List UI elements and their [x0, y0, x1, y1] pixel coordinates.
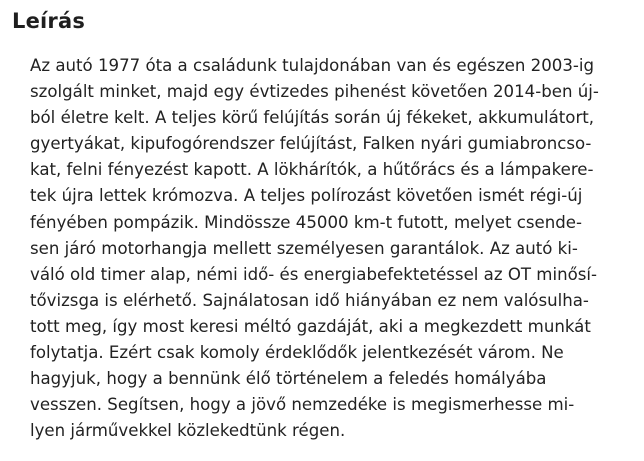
description-line: tővizsga is elérhető. Sajnálatosan idő hiányában ez nem valósulha-	[30, 290, 589, 310]
description-line: kat, felni fényezést kapott. A lökhárítók, a hűtőrács és a lámpakere-	[30, 160, 594, 180]
description-line: Az autó 1977 óta a családunk tulajdonában van és egészen 2003-ig	[30, 56, 595, 75]
description-line: fényében pompázik. Mindössze 45000 km-t futott, melyet csende-	[30, 212, 582, 232]
description-line: váló old timer alap, némi idő- és energiabefektetéssel az OT minősí-	[30, 264, 597, 284]
description-line: sen járó motorhangja mellett személyesen garantálok. Az autó ki-	[30, 238, 578, 258]
description-line: tek újra lettek krómozva. A teljes polírozást követően ismét régi-új	[30, 186, 583, 206]
description-text	[30, 53, 630, 444]
description-line: tott meg, így most keresi méltó gazdáját, aki a megkezdett munkát	[30, 316, 591, 336]
description-line: hagyjuk, hogy a bennünk élő történelem a feledés homályába	[30, 369, 547, 389]
description-line: vesszen. Segítsen, hogy a jövő nemzedéke is megismerhesse mi-	[30, 395, 575, 415]
description-line: szolgált minket, majd egy évtizedes pihenést követően 2014-ben új-	[30, 82, 599, 102]
description-line: lyen járművekkel közlekedtünk régen.	[30, 421, 346, 441]
section-title: Leírás	[12, 9, 86, 33]
description-line: gyertyákat, kipufogórendszer felújítást, Falken nyári gumiabroncso-	[30, 134, 592, 154]
description-line: folytatja. Ezért csak komoly érdeklődők jelentkezését várom. Ne	[30, 343, 564, 363]
description-line: ból életre kelt. A teljes körű felújítás során új fékeket, akkumulátort,	[30, 108, 595, 128]
